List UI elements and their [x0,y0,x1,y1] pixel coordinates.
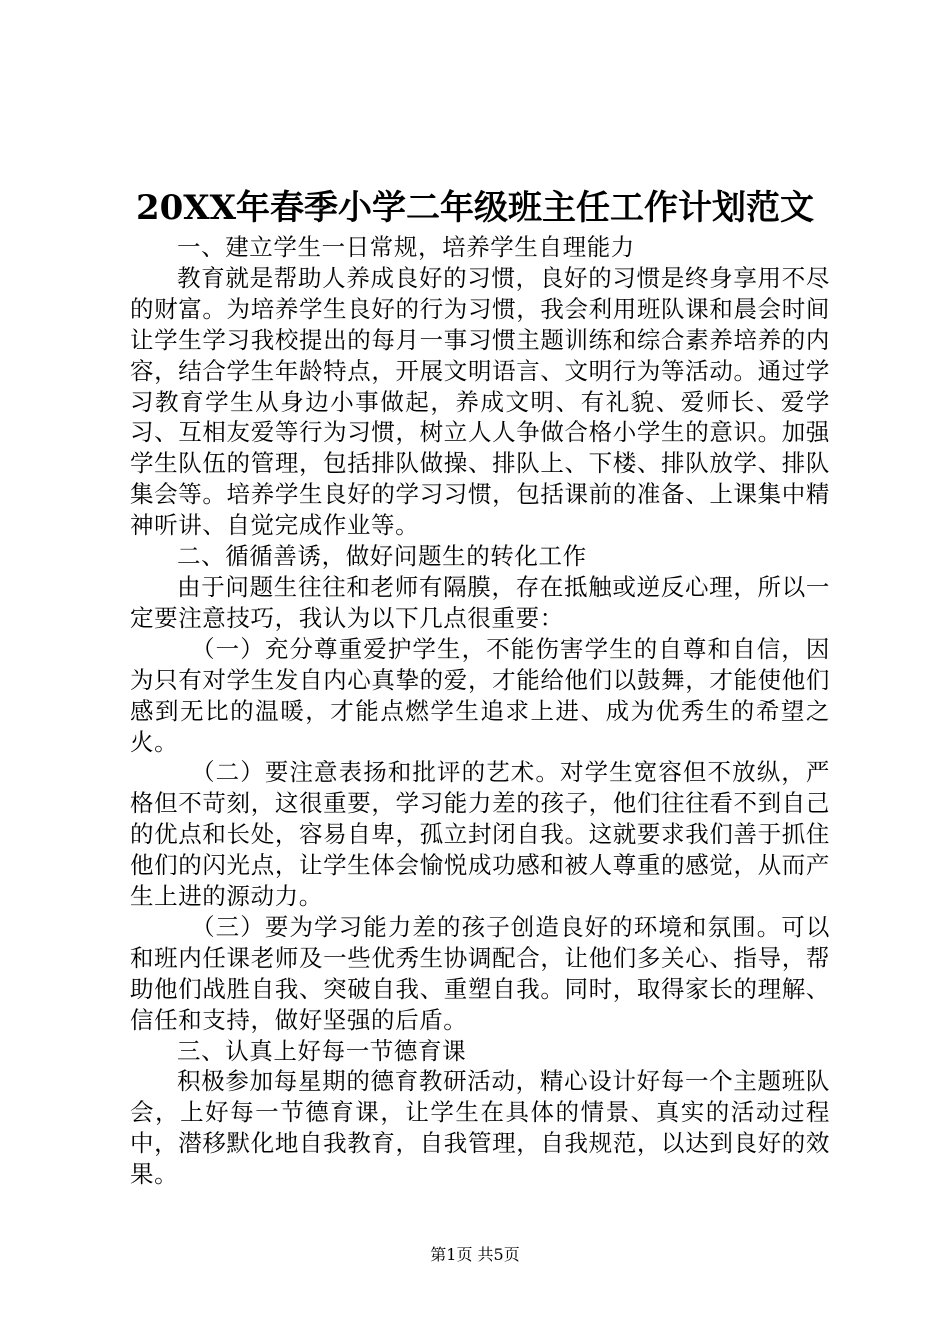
paragraph-point-3: （三）要为学习能力差的孩子创造良好的环境和氛围。可以和班内任课老师及一些优秀生协调配合，让他们多关心、指导，帮助他们战胜自我、突破自我、重塑自我。同时，取得家长的理解、信任和支持，做好坚强的后盾。 [130,912,830,1034]
paragraph-point-1: （一）充分尊重爱护学生，不能伤害学生的自尊和自信，因为只有对学生发自内心真挚的爱，才能给他们以鼓舞，才能使他们感到无比的温暖，才能点燃学生追求上进、成为优秀生的希望之火。 [130,634,830,756]
section-heading-3: 三、认真上好每一节德育课 [177,1036,467,1065]
document-body [130,232,830,1190]
document-title: 20XX年春季小学二年级班主任工作计划范文 [135,188,815,228]
page-footer: 第1页 共5页 [430,1245,520,1264]
paragraph-1: 教育就是帮助人养成良好的习惯，良好的习惯是终身享用不尽的财富。为培养学生良好的行为习惯，我会利用班队课和晨会时间让学生学习我校提出的每月一事习惯主题训练和综合素养培养的内容，结合学生年龄特点，开展文明语言、文明行为等活动。通过学习教育学生从身边小事做起，养成文明、有礼貌、爱师长、爱学习、互相友爱等行为习惯，树立人人争做合格小学生的意识。加强学生队伍的管理，包括排队做操、排队上、下楼、排队放学、排队集会等。培养学生良好的学习习惯，包括课前的准备、上课集中精神听讲、自觉完成作业等。 [130,263,830,540]
paragraph-3: 积极参加每星期的德育教研活动，精心设计好每一个主题班队会，上好每一节德育课，让学生在具体的情景、真实的活动过程中，潜移默化地自我教育，自我管理，自我规范，以达到良好的效果。 [130,1067,830,1189]
paragraph-point-2: （二）要注意表扬和批评的艺术。对学生宽容但不放纵，严格但不苛刻，这很重要，学习能力差的孩子，他们往往看不到自己的优点和长处，容易自卑，孤立封闭自我。这就要求我们善于抓住他们的闪光点，让学生体会愉悦成功感和被人尊重的感觉，从而产生上进的源动力。 [130,758,830,911]
section-heading-1: 一、建立学生一日常规，培养学生自理能力 [177,233,635,261]
paragraph-2: 由于问题生往往和老师有隔膜，存在抵触或逆反心理，所以一定要注意技巧，我认为以下几点很重要： [130,572,830,632]
section-heading-2: 二、循循善诱，做好问题生的转化工作 [177,542,587,571]
